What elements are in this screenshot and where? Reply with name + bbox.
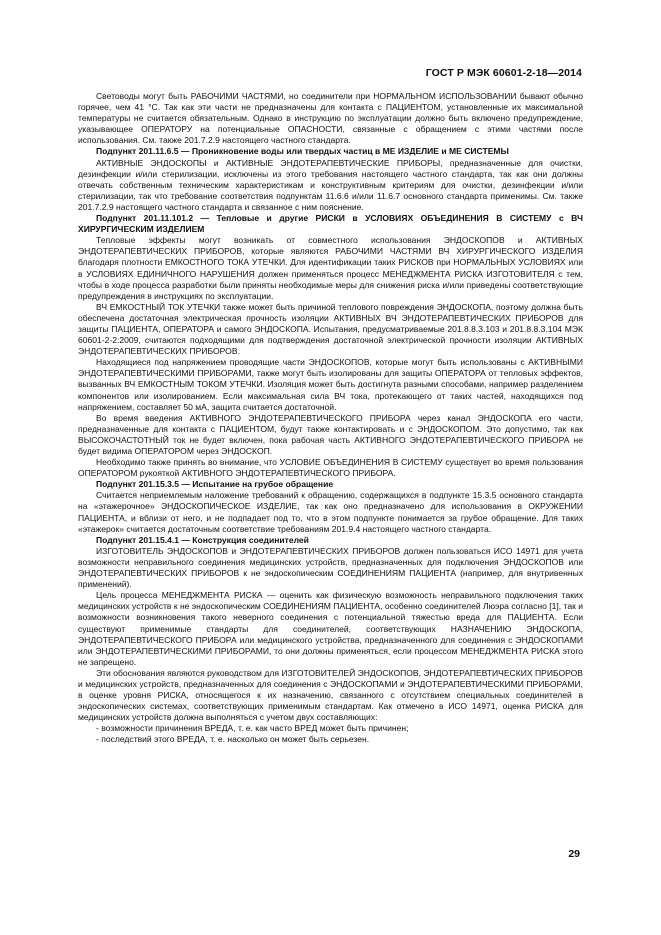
paragraph: Необходимо также принять во внимание, что УСЛОВИЕ ОБЪЕДИНЕНИЯ В СИСТЕМУ существует во время пользования ОПЕРАТОРОМ рукояткой АКТИВНОГО ЭНДОТЕРАПЕВТИЧЕСКОГО ПРИБОРА. <box>78 457 583 479</box>
paragraph: ИЗГОТОВИТЕЛЬ ЭНДОСКОПОВ и ЭНДОТЕРАПЕВТИЧЕСКИХ ПРИБОРОВ должен пользоваться ИСО 14971 для учета возможности неправильного соединения медицинских устройств, предназначенных для подключения ЭНДОСКОПОВ или ЭНДОТЕРАПЕВТИЧЕСКИХ ПРИБОРОВ к не эндоскопическим СОЕДИНЕНИЯМ ПАЦИЕНТА (например, для внутривенных применений). <box>78 545 583 590</box>
page-number: 29 <box>568 848 580 860</box>
list-item: - возможности причинения ВРЕДА, т. е. как часто ВРЕД может быть причинен; <box>96 723 409 734</box>
document-body <box>78 91 583 746</box>
paragraph: Тепловые эффекты могут возникать от совместного использования ЭНДОСКОПОВ и АКТИВНЫХ ЭНДОТЕРАПЕВТИЧЕСКИХ ПРИБОРОВ, которые являются РАБОЧИМИ ЧАСТЯМИ ВЧ ХИРУРГИЧЕСКОГО ИЗДЕЛИЯ благодаря плотности ЕМКОСТНОГО ТОКА УТЕЧКИ. Для идентификации таких РИСКОВ при НОРМАЛЬНЫХ УСЛОВИЯХ или в УСЛОВИЯХ ЕДИНИЧНОГО НАРУШЕНИЯ должен применяться процесс МЕНЕДЖМЕНТА РИСКА ИЗГОТОВИТЕЛЯ с тем, чтобы в ходе процесса разработки были приняты необходимые меры для снижения риска и/или приведены соответствующие предупреждения в инструкциях по эксплуатации. <box>78 235 583 301</box>
section-heading: Подпункт 201.15.4.1 — Конструкция соединителей <box>96 534 309 545</box>
paragraph: Световоды могут быть РАБОЧИМИ ЧАСТЯМИ, но соединители при НОРМАЛЬНОМ ИСПОЛЬЗОВАНИИ бывают обычно горячее, чем 41 °C. Так как эти части не предназначены для контакта с ПАЦИЕНТОМ, установленные их максимальной температуры не считается обязательным. Однако в инструкцию по эксплуатации должно быть включено предупреждение, указывающее ОПЕРАТОРУ на потенциальные ОПАСНОСТИ, связанные с обращением с этими частями после использования. См. также 201.7.2.9 настоящего частного стандарта. <box>78 91 583 146</box>
section-heading: Подпункт 201.15.3.5 — Испытание на грубое обращение <box>96 479 334 490</box>
paragraph: Считается неприемлемым наложение требований к обращению, содержащихся в подпункте 15.3.5 основного стандарта на «этажерочное» ЭНДОСКОПИЧЕСКОЕ ИЗДЕЛИЕ, так как оно предназначено для использования в ОКРУЖЕНИИ ПАЦИЕНТА, и вблизи от него, и не подпадает под то, что в этом подпункте понимается за грубое обращение. Для таких «этажерок» считается достаточным соответствие требованиям 201.9.4 настоящего частного стандарта. <box>78 490 583 534</box>
paragraph: Находящиеся под напряжением проводящие части ЭНДОСКОПОВ, которые могут быть использованы с АКТИВНЫМИ ЭНДОТЕРАПЕВТИЧЕСКИМИ ПРИБОРАМИ, также могут быть изолированы для защиты ОПЕРАТОРА от тепловых эффектов, вызванных ВЧ ЕМКОСТНЫМ ТОКОМ УТЕЧКИ. Изоляция может быть достигнута разными способами, например разделением компонентов или изолированием. Если максимальная сила ВЧ тока, протекающего от таких частей, находящихся под напряжением, составляет 50 мА, защита считается достаточной. <box>78 357 583 412</box>
section-heading: Подпункт 201.11.6.5 — Проникновение воды или твердых частиц в МЕ ИЗДЕЛИЕ и МЕ СИСТЕМЫ <box>96 146 509 157</box>
list-item: - последствий этого ВРЕДА, т. е. насколько он может быть серьезен. <box>96 734 370 745</box>
section-heading: Подпункт 201.11.101.2 — Тепловые и другие РИСКИ в УСЛОВИЯХ ОБЪЕДИНЕНИЯ В СИСТЕМУ с ВЧ ХИРУРГИЧЕСКИМ ИЗДЕЛИЕМ <box>78 213 583 235</box>
paragraph: Во время введения АКТИВНОГО ЭНДОТЕРАПЕВТИЧЕСКОГО ПРИБОРА через канал ЭНДОСКОПА его части, предназначенные для контакта с ПАЦИЕНТОМ, будут также контактировать и с ЭНДОСКОПОМ. Это допустимо, так как ВЫСОКОЧАСТОТНЫЙ ток не будет включен, пока рабочая часть АКТИВНОГО ЭНДОТЕРАПЕВТИЧЕСКОГО ПРИБОРА не будет видима ОПЕРАТОРОМ через ЭНДОСКОП. <box>78 412 583 456</box>
paragraph: ВЧ ЕМКОСТНЫЙ ТОК УТЕЧКИ также может быть причиной теплового повреждения ЭНДОСКОПА, поэтому должна быть обеспечена достаточная электрическая прочность изоляции АКТИВНЫХ ВЧ ЭНДОТЕРАПЕВТИЧЕСКИХ ПРИБОРОВ для защиты ПАЦИЕНТА, ОПЕРАТОРА и самого ЭНДОСКОПА. Испытания, предусматриваемые 201.8.8.3.103 и 201.8.8.3.104 МЭК 60601-2-2:2009, считаются подходящими для подтверждения достаточной электрической прочности изоляции АКТИВНЫХ ЭНДОТЕРАПЕВТИЧЕСКИХ ПРИБОРОВ. <box>78 301 583 357</box>
paragraph: Цель процесса МЕНЕДЖМЕНТА РИСКА — оценить как физическую возможность неправильного подключения таких медицинских устройств к не эндоскопическим СОЕДИНЕНИЯМ ПАЦИЕНТА, особенно соединителей Люэра согласно [1], так и возможности возникновения такого неверного соединения с потенциальной тяжестью вреда для ПАЦИЕНТА. Если существуют применимые стандарты для соединителей, соответствующих НАЗНАЧЕНИЮ ЭНДОСКОПА, ЭНДОТЕРАПЕВТИЧЕСКОГО ПРИБОРА или медицинского устройства, предназначенного для соединения с ЭНДОСКОПАМИ или ЭНДОТЕРАПЕВТИЧЕСКИМИ ПРИБОРАМИ, то они должны применяться, если процессом МЕНЕДЖМЕНТА РИСКА этого не запрещено. <box>78 590 583 667</box>
standard-header: ГОСТ Р МЭК 60601-2-18—2014 <box>425 67 582 79</box>
paragraph: АКТИВНЫЕ ЭНДОСКОПЫ и АКТИВНЫЕ ЭНДОТЕРАПЕВТИЧЕСКИЕ ПРИБОРЫ, предназначенные для очистки, дезинфекции и/или стерилизации, исключены из этого требования настоящего частного стандарта, так как они должны отвечать собственным техническим характеристикам и конструктивным критериям для очистки, дезинфекции и/или стерилизации, так что требование соответствия подпунктам 11.6.6 и/или 11.6.7 основного стандарта применимы. См. также 201.7.2.9 настоящего частного стандарта и связанное с ним пояснение. <box>78 157 583 212</box>
paragraph: Эти обоснования являются руководством для ИЗГОТОВИТЕЛЕЙ ЭНДОСКОПОВ, ЭНДОТЕРАПЕВТИЧЕСКИХ ПРИБОРОВ и медицинских устройств, предназначенных для соединения с ЭНДОСКОПАМИ и ЭНДОТЕРАПЕВТИЧЕСКИМИ ПРИБОРАМИ, в оценке уровня РИСКА, относящегося к их назначению, связанного с отсутствием специальных соединителей в эндоскопических системах, соответствующих применимым стандартам. Как отмечено в ИСО 14971, оценка РИСКА для медицинских устройств должна выполняться с учетом двух составляющих: <box>78 667 583 723</box>
